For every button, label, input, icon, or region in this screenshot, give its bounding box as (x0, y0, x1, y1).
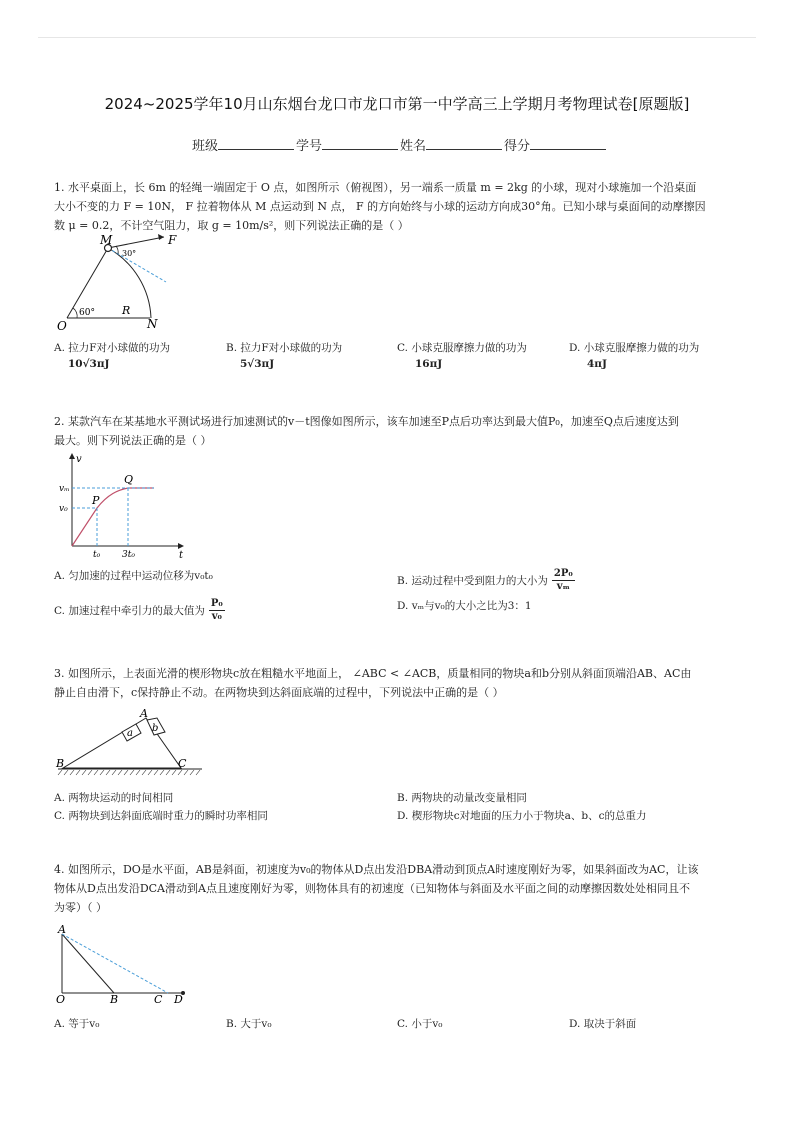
option-text: C. 小于v₀ (397, 1018, 443, 1030)
option-text: A. 拉力F对小球做的功为 (54, 342, 171, 354)
question-4-option-a[interactable] (54, 1016, 99, 1032)
v-axis-arrow (69, 453, 75, 459)
question-1-option-d[interactable] (569, 340, 699, 372)
id-blank[interactable] (322, 135, 398, 150)
label-C: C (178, 757, 187, 770)
class-label: 班级 (192, 139, 219, 154)
label-t0: t₀ (93, 550, 101, 560)
question-1-figure (54, 232, 194, 332)
label-M: M (100, 233, 113, 247)
tangent-dashed-line (108, 248, 166, 282)
question-1-option-a[interactable] (54, 340, 170, 372)
option-text: B. 运动过程中受到阻力的大小为 (397, 574, 548, 587)
page-title: 2024~2025学年10月山东烟台龙口市龙口市第一中学高三上学期月考物理试卷[原题版] (104, 95, 690, 113)
label-B: B (56, 757, 65, 770)
option-value: 4πJ (587, 358, 607, 370)
option-text: D. 取决于斜面 (569, 1018, 637, 1030)
label-v0: v₀ (59, 504, 68, 514)
fraction-numerator: P₀ (210, 598, 223, 609)
question-4-option-b[interactable] (226, 1016, 272, 1032)
question-3-stem (54, 664, 744, 702)
question-3-line: 静止自由滑下，c保持静止不动。在两物块到达斜面底端的过程中，下列说法中正确的是（ ） (54, 686, 504, 699)
label-O: O (56, 993, 66, 1006)
label-R: R (122, 304, 131, 317)
option-text: C. 加速过程中牵引力的最大值为 (54, 604, 205, 617)
label-a: a (127, 728, 133, 739)
label-Q: Q (124, 473, 134, 486)
option-text: D. 小球克服摩擦力做的功为 (569, 342, 700, 354)
option-text: B. 两物块的动量改变量相同 (397, 792, 527, 804)
class-blank[interactable] (218, 135, 294, 150)
question-3-figure (54, 706, 206, 778)
label-D: D (174, 993, 183, 1006)
option-text: B. 拉力F对小球做的功为 (226, 342, 343, 354)
label-3t0: 3t₀ (122, 550, 135, 560)
name-label: 姓名 (400, 139, 427, 154)
question-2-figure (56, 450, 190, 562)
label-A: A (140, 707, 148, 720)
vt-curve (72, 488, 154, 546)
fraction (552, 568, 575, 593)
label-angle-top: 30° (122, 249, 137, 258)
header-divider (38, 37, 756, 38)
question-2-option-d[interactable] (397, 598, 532, 614)
score-label: 得分 (504, 139, 531, 154)
id-label: 学号 (296, 139, 323, 154)
fraction-denominator: vₘ (556, 581, 570, 592)
question-3-option-c[interactable] (54, 808, 268, 824)
fraction-numerator: 2P₀ (553, 568, 573, 579)
option-text: D. 楔形物块c对地面的压力小于物块a、b、c的总重力 (397, 810, 647, 822)
option-text: B. 大于v₀ (226, 1018, 272, 1030)
label-A: A (58, 923, 66, 936)
label-N: N (147, 317, 158, 331)
question-2-option-c[interactable] (54, 598, 225, 623)
question-4-line: 物体从D点出发沿DCA滑动到A点且速度刚好为零，则物体具有的初速度（已知物体与斜面及水平面之间的动摩擦因数处处相同且不 (54, 882, 690, 895)
label-v: v (76, 454, 82, 465)
name-blank[interactable] (426, 135, 502, 150)
ground-hatch (58, 770, 200, 775)
question-4-stem (54, 860, 744, 917)
angle-arc-bottom (73, 308, 77, 318)
option-value: 10√3πJ (68, 358, 110, 370)
question-1-option-c[interactable] (397, 340, 527, 372)
question-4-option-d[interactable] (569, 1016, 636, 1032)
question-3-option-a[interactable] (54, 790, 173, 806)
option-value: 16πJ (415, 358, 443, 370)
question-3-line: 3. 如图所示，上表面光滑的楔形物块c放在粗糙水平地面上， ∠ABC < ∠ACB，质量相同的物块a和b分别从斜面顶端沿AB、AC由 (54, 667, 692, 680)
label-O: O (57, 319, 67, 332)
label-vm: vₘ (59, 484, 70, 494)
label-t: t (179, 550, 184, 561)
option-text: C. 两物块到达斜面底端时重力的瞬时功率相同 (54, 810, 268, 822)
question-2-option-b[interactable] (397, 568, 575, 593)
option-text: A. 等于v₀ (54, 1018, 100, 1030)
slope-AC (62, 934, 168, 993)
question-1-line: 大小不变的力 F = 10N， F 拉着物体从 M 点运动到 N 点， F 的方向始终与小球的运动方向成30°角。已知小球与桌面间的动摩擦因 (54, 200, 706, 213)
question-4-option-c[interactable] (397, 1016, 442, 1032)
force-arrowhead (158, 234, 164, 240)
option-value: 5√3πJ (240, 358, 275, 370)
label-P: P (92, 494, 100, 507)
question-1-line: 数 μ = 0.2，不计空气阻力，取 g = 10m/s²，则下列说法正确的是（ ） (54, 219, 409, 232)
student-info-row (192, 135, 608, 154)
label-B: B (110, 993, 119, 1006)
question-2-stem (54, 412, 744, 450)
question-4-line: 为零）（ ） (54, 901, 107, 914)
t-axis-arrow (178, 543, 184, 549)
score-blank[interactable] (530, 135, 606, 150)
question-4-figure (54, 922, 194, 1006)
wedge-c (63, 718, 181, 768)
fraction-denominator: v₀ (211, 611, 222, 622)
question-1-line: 1. 水平桌面上，长 6m 的轻绳一端固定于 O 点，如图所示（俯视图），另一端系一质量 m = 2kg 的小球，现对小球施加一个沿桌面 (54, 181, 697, 194)
label-F: F (168, 233, 177, 247)
label-b: b (152, 723, 159, 734)
question-2-option-a[interactable] (54, 568, 213, 584)
label-C: C (154, 993, 163, 1006)
question-2-line: 2. 某款汽车在某基地水平测试场进行加速测试的v－t图像如图所示，该车加速至P点后功率达到最大值P₀，加速至Q点后速度达到 (54, 415, 679, 428)
question-3-option-d[interactable] (397, 808, 646, 824)
fraction (209, 598, 225, 623)
option-text: C. 小球克服摩擦力做的功为 (397, 342, 527, 354)
question-1-stem (54, 178, 744, 235)
question-2-line: 最大。则下列说法正确的是（ ） (54, 434, 212, 447)
question-3-option-b[interactable] (397, 790, 527, 806)
option-text: A. 匀加速的过程中运动位移为v₀t₀ (54, 570, 213, 582)
option-text: D. vₘ与v₀的大小之比为3：1 (397, 600, 532, 612)
slope-AB (62, 934, 114, 993)
label-angle-bottom: 60° (79, 308, 95, 318)
question-4-line: 4. 如图所示，DO是水平面，AB是斜面，初速度为v₀的物体从D点出发沿DBA滑动到顶点A时速度刚好为零，如果斜面改为AC，让该 (54, 863, 699, 876)
option-text: A. 两物块运动的时间相同 (54, 792, 174, 804)
question-1-option-b[interactable] (226, 340, 342, 372)
